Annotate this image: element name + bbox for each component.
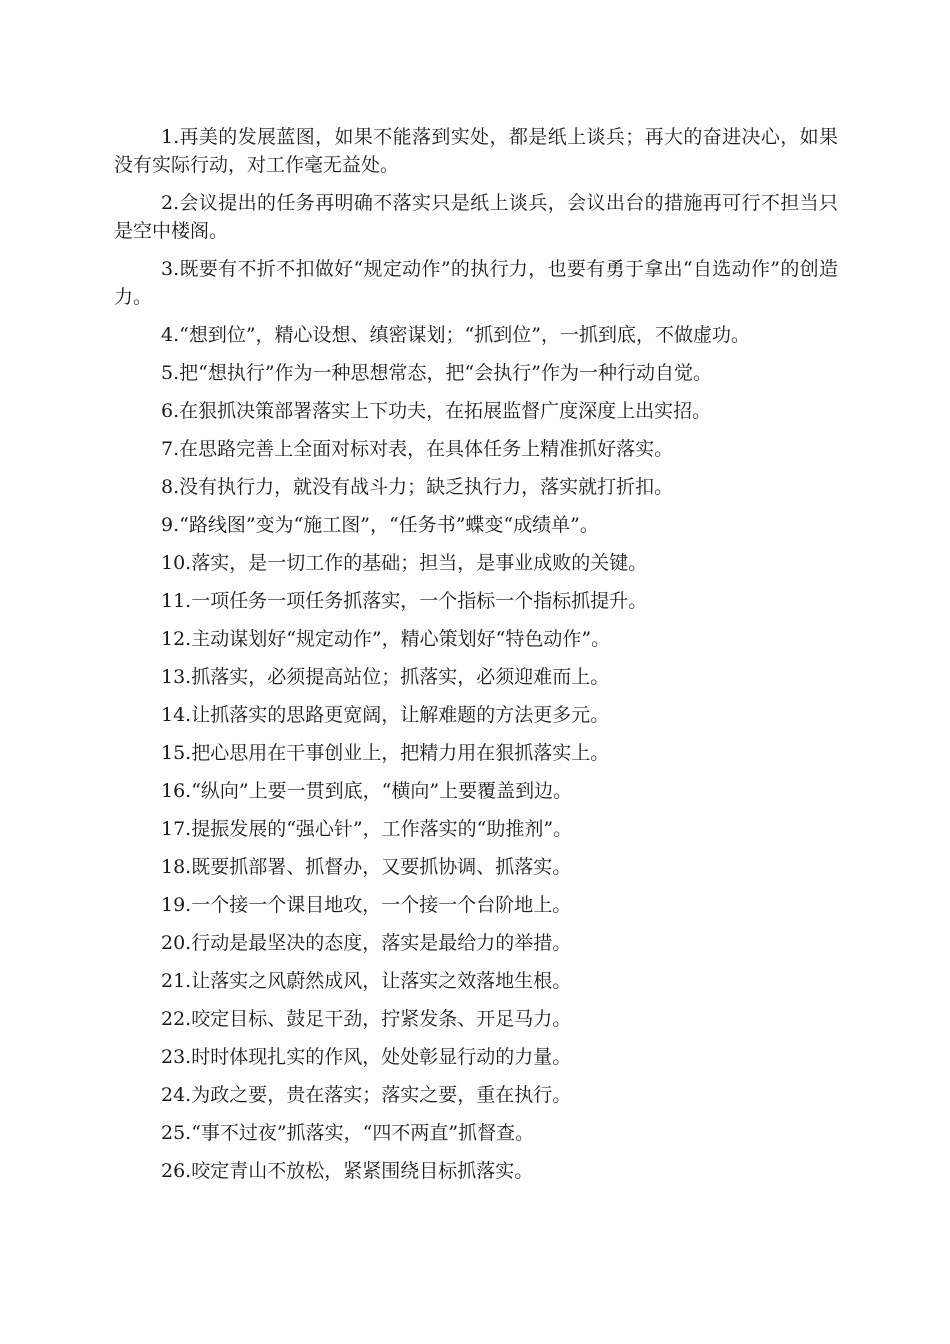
list-item: 13.抓落实，必须提高站位；抓落实，必须迎难而上。 — [161, 666, 610, 688]
list-item: 24.为政之要，贵在落实；落实之要，重在执行。 — [161, 1084, 572, 1106]
list-item: 26.咬定青山不放松，紧紧围绕目标抓落实。 — [161, 1160, 534, 1182]
list-item: 11.一项任务一项任务抓落实，一个指标一个指标抓提升。 — [161, 590, 648, 612]
document-body — [114, 123, 838, 1195]
list-item: 1.再美的发展蓝图，如果不能落到实处，都是纸上谈兵；再大的奋进决心，如果没有实际行动，对工作毫无益处。 — [114, 126, 838, 176]
list-item: 10.落实，是一切工作的基础；担当，是事业成败的关键。 — [161, 552, 648, 574]
list-item: 8.没有执行力，就没有战斗力；缺乏执行力，落实就打折扣。 — [161, 476, 674, 498]
list-item: 19.一个接一个课目地攻，一个接一个台阶地上。 — [161, 894, 572, 916]
list-item: 7.在思路完善上全面对标对表，在具体任务上精准抓好落实。 — [161, 438, 674, 460]
list-item: 20.行动是最坚决的态度，落实是最给力的举措。 — [161, 932, 572, 954]
list-item: 6.在狠抓决策部署落实上下功夫，在拓展监督广度深度上出实招。 — [161, 400, 712, 422]
list-item: 3.既要有不折不扣做好“规定动作”的执行力，也要有勇于拿出“自选动作”的创造力。 — [114, 258, 838, 308]
list-item: 18.既要抓部署、抓督办，又要抓协调、抓落实。 — [161, 856, 572, 878]
list-item: 5.把“想执行”作为一种思想常态，把“会执行”作为一种行动自觉。 — [161, 362, 712, 384]
list-item: 17.提振发展的“强心针”，工作落实的“助推剂”。 — [161, 818, 573, 840]
list-item: 12.主动谋划好“规定动作”，精心策划好“特色动作”。 — [161, 628, 611, 650]
list-item: 22.咬定目标、鼓足干劲，拧紧发条、开足马力。 — [161, 1008, 572, 1030]
list-item: 9.“路线图”变为“施工图”，“任务书”蝶变“成绩单”。 — [161, 514, 599, 536]
list-item: 25.“事不过夜”抓落实，“四不两直”抓督查。 — [161, 1122, 535, 1144]
list-item: 15.把心思用在干事创业上，把精力用在狠抓落实上。 — [161, 742, 610, 764]
list-item: 14.让抓落实的思路更宽阔，让解难题的方法更多元。 — [161, 704, 610, 726]
list-item: 21.让落实之风蔚然成风，让落实之效落地生根。 — [161, 970, 572, 992]
list-item: 2.会议提出的任务再明确不落实只是纸上谈兵，会议出台的措施再可行不担当只是空中楼阁。 — [114, 192, 838, 242]
list-item: 16.“纵向”上要一贯到底，“横向”上要覆盖到边。 — [161, 780, 573, 802]
list-item: 23.时时体现扎实的作风，处处彰显行动的力量。 — [161, 1046, 572, 1068]
list-item: 4.“想到位”，精心设想、缜密谋划；“抓到位”，一抓到底，不做虚功。 — [161, 324, 750, 346]
